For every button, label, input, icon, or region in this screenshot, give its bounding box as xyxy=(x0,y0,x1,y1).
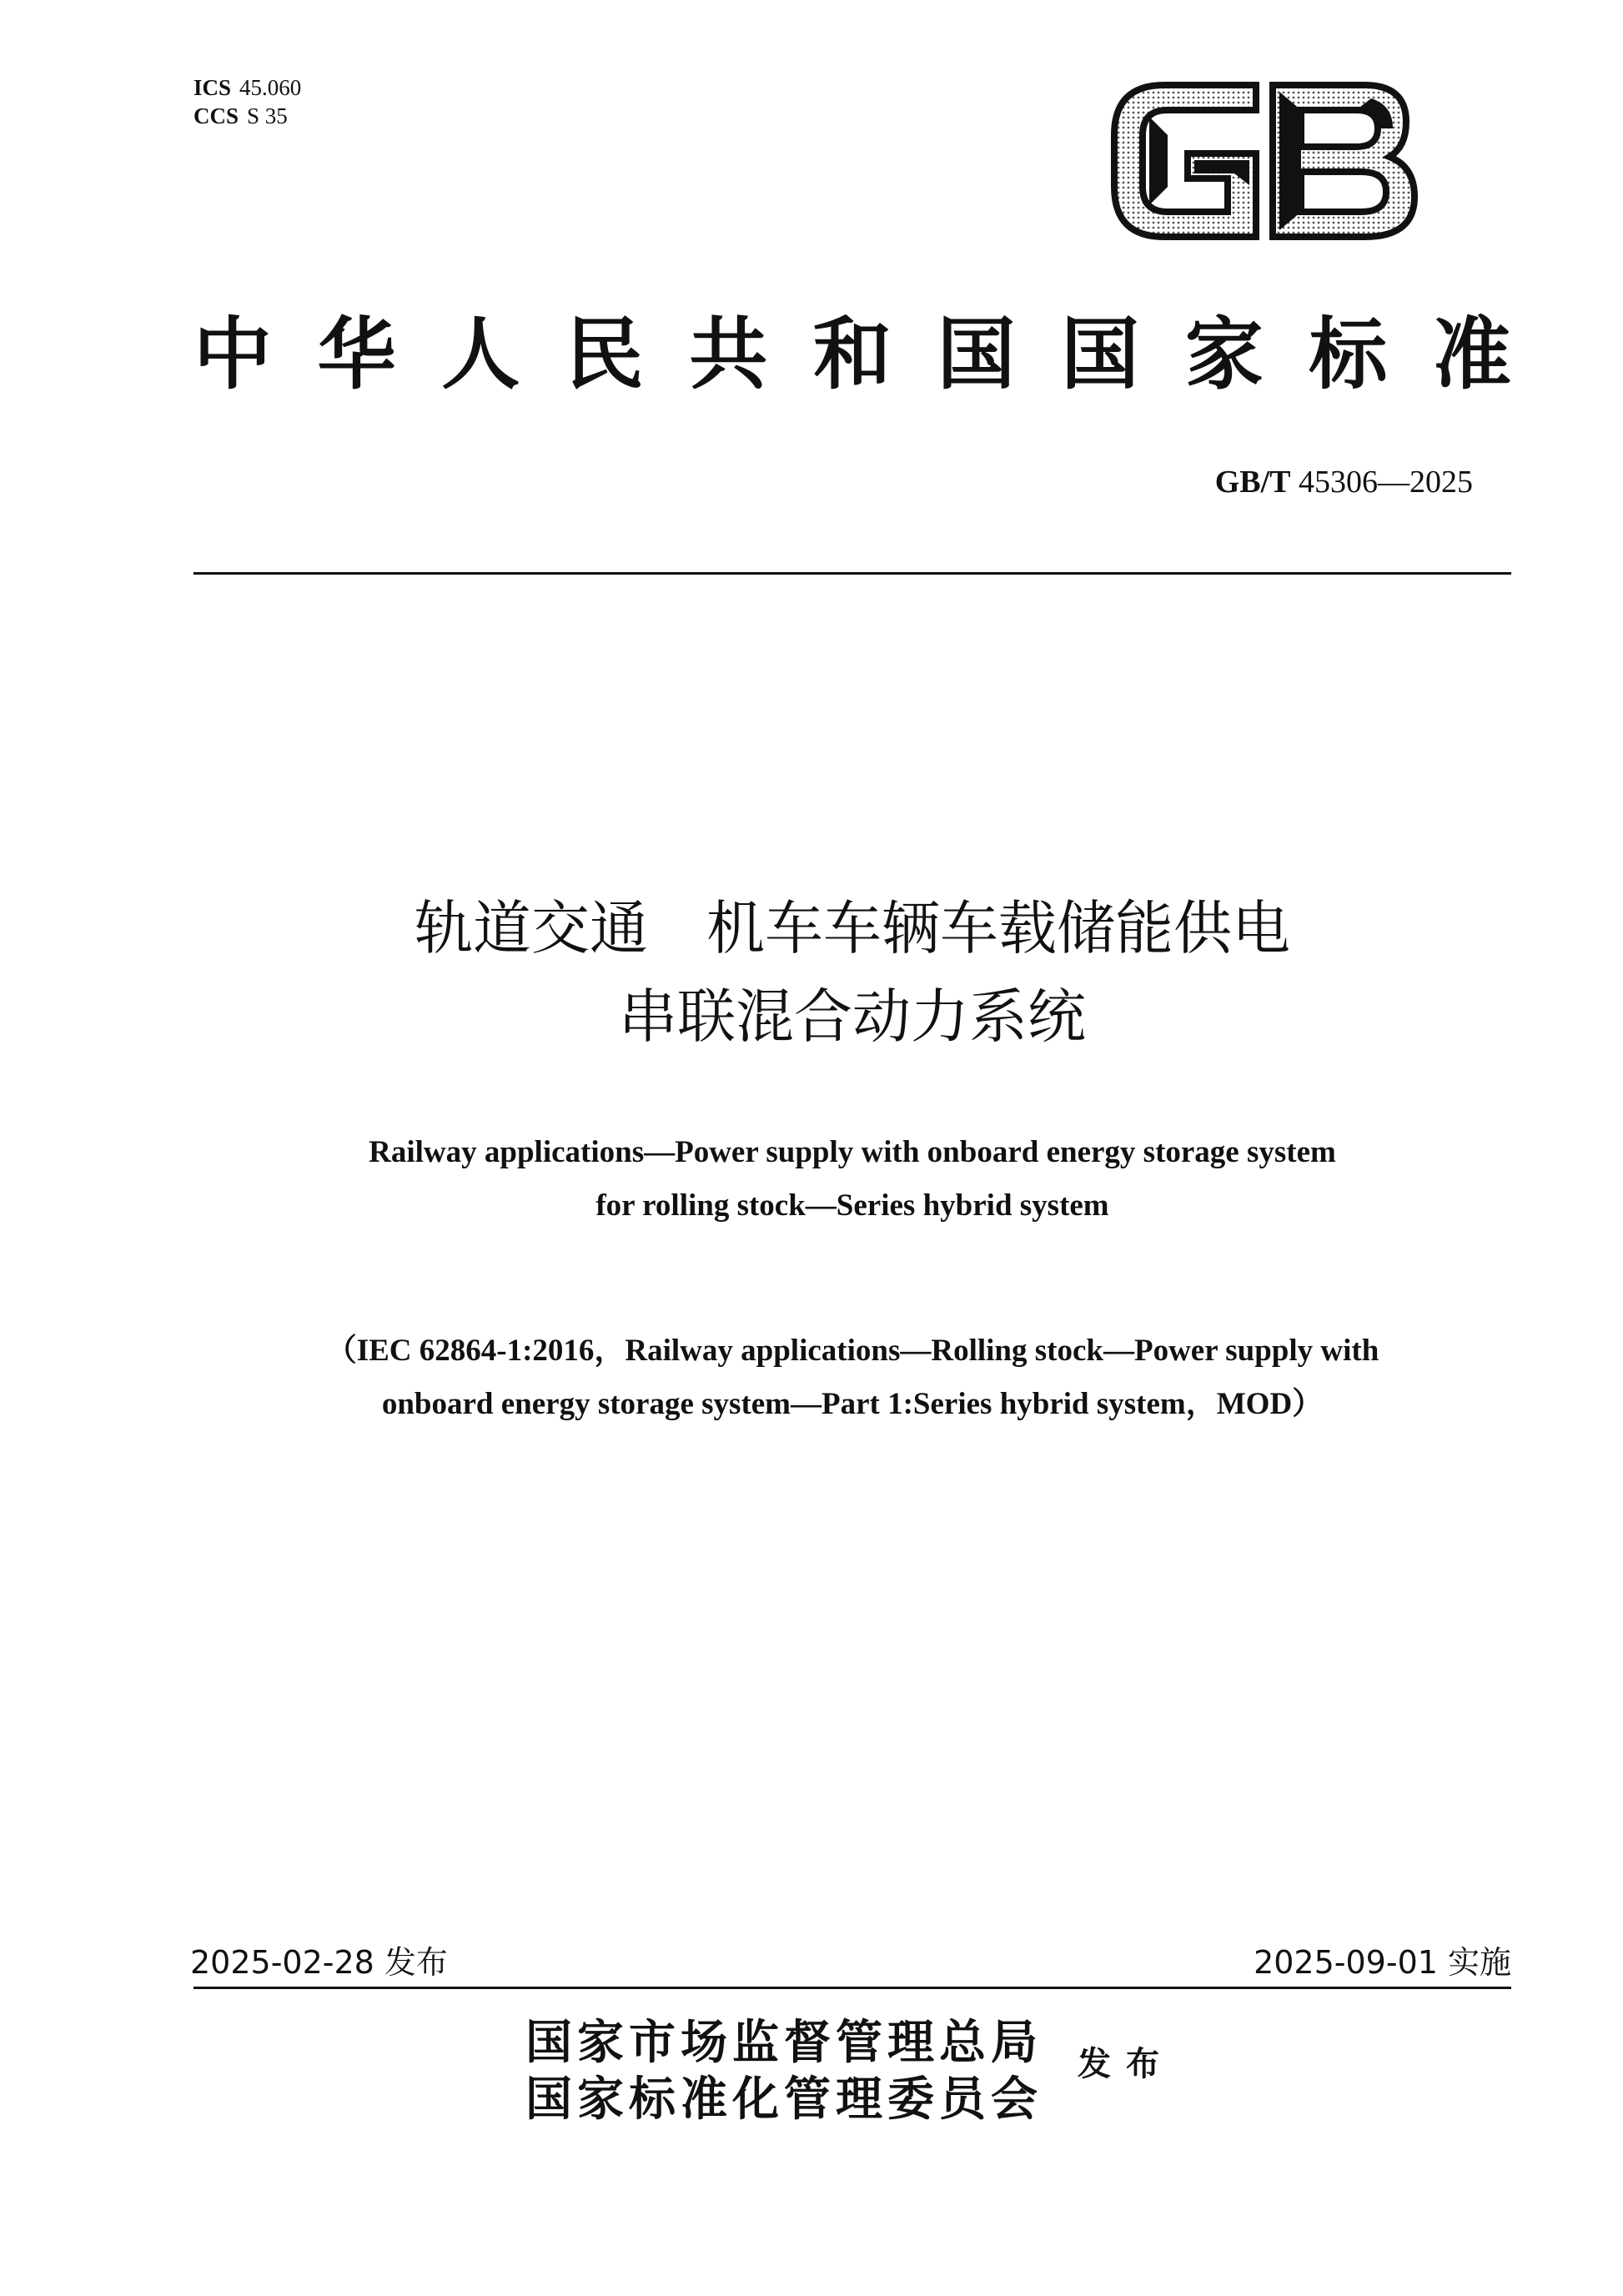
ics-label: ICS xyxy=(193,75,232,100)
iec-reference-line2: onboard energy storage system—Part 1:Series hybrid system，MOD） xyxy=(381,1387,1324,1421)
title-char: 标 xyxy=(1309,309,1388,400)
implementation-date: 2025-09-01 实施 xyxy=(1254,1944,1511,1981)
iec-reference-line1: （IEC 62864-1:2016，Railway applications—Rolling stock—Power supply with xyxy=(325,1334,1379,1368)
classification-codes xyxy=(193,73,301,130)
gb-logo xyxy=(1106,80,1423,242)
issuer-samr: 国家市场监督管理总局 xyxy=(525,2015,1043,2070)
english-title-line1: Railway applications—Power supply with onboard energy storage system xyxy=(369,1135,1336,1169)
top-divider xyxy=(193,572,1511,575)
ccs-value: S 35 xyxy=(247,103,288,128)
english-title xyxy=(193,1126,1511,1233)
title-char: 和 xyxy=(812,309,892,400)
bottom-divider xyxy=(193,1987,1511,1989)
ics-value: 45.060 xyxy=(239,75,302,100)
standard-number xyxy=(1215,464,1473,500)
publish-label: 发布 xyxy=(1078,2044,1174,2083)
ccs-label: CCS xyxy=(193,103,239,128)
title-char: 中 xyxy=(193,309,273,400)
standard-code: 45306—2025 xyxy=(1299,465,1473,500)
iec-reference xyxy=(193,1324,1511,1431)
ics-row xyxy=(193,73,301,102)
issuing-authorities xyxy=(525,2014,1043,2128)
issue-date: 2025-02-28 发布 xyxy=(190,1944,448,1981)
title-char: 共 xyxy=(689,309,768,400)
ccs-row xyxy=(193,102,301,130)
english-title-line2: for rolling stock—Series hybrid system xyxy=(595,1188,1109,1223)
title-char: 民 xyxy=(565,309,644,400)
title-char: 国 xyxy=(1061,309,1140,400)
standard-prefix: GB/T xyxy=(1214,465,1291,500)
title-char: 准 xyxy=(1432,309,1511,400)
chinese-title-line1: 轨道交通 机车车辆车载储能供电 xyxy=(415,894,1290,962)
title-char: 家 xyxy=(1184,309,1264,400)
chinese-title xyxy=(193,884,1511,1061)
title-char: 国 xyxy=(937,309,1016,400)
issuer-sac: 国家标准化管理委员会 xyxy=(525,2072,1043,2127)
title-char: 华 xyxy=(317,309,396,400)
chinese-title-line2: 串联混合动力系统 xyxy=(619,982,1086,1051)
title-char: 人 xyxy=(441,309,520,400)
national-standard-title xyxy=(193,309,1511,400)
